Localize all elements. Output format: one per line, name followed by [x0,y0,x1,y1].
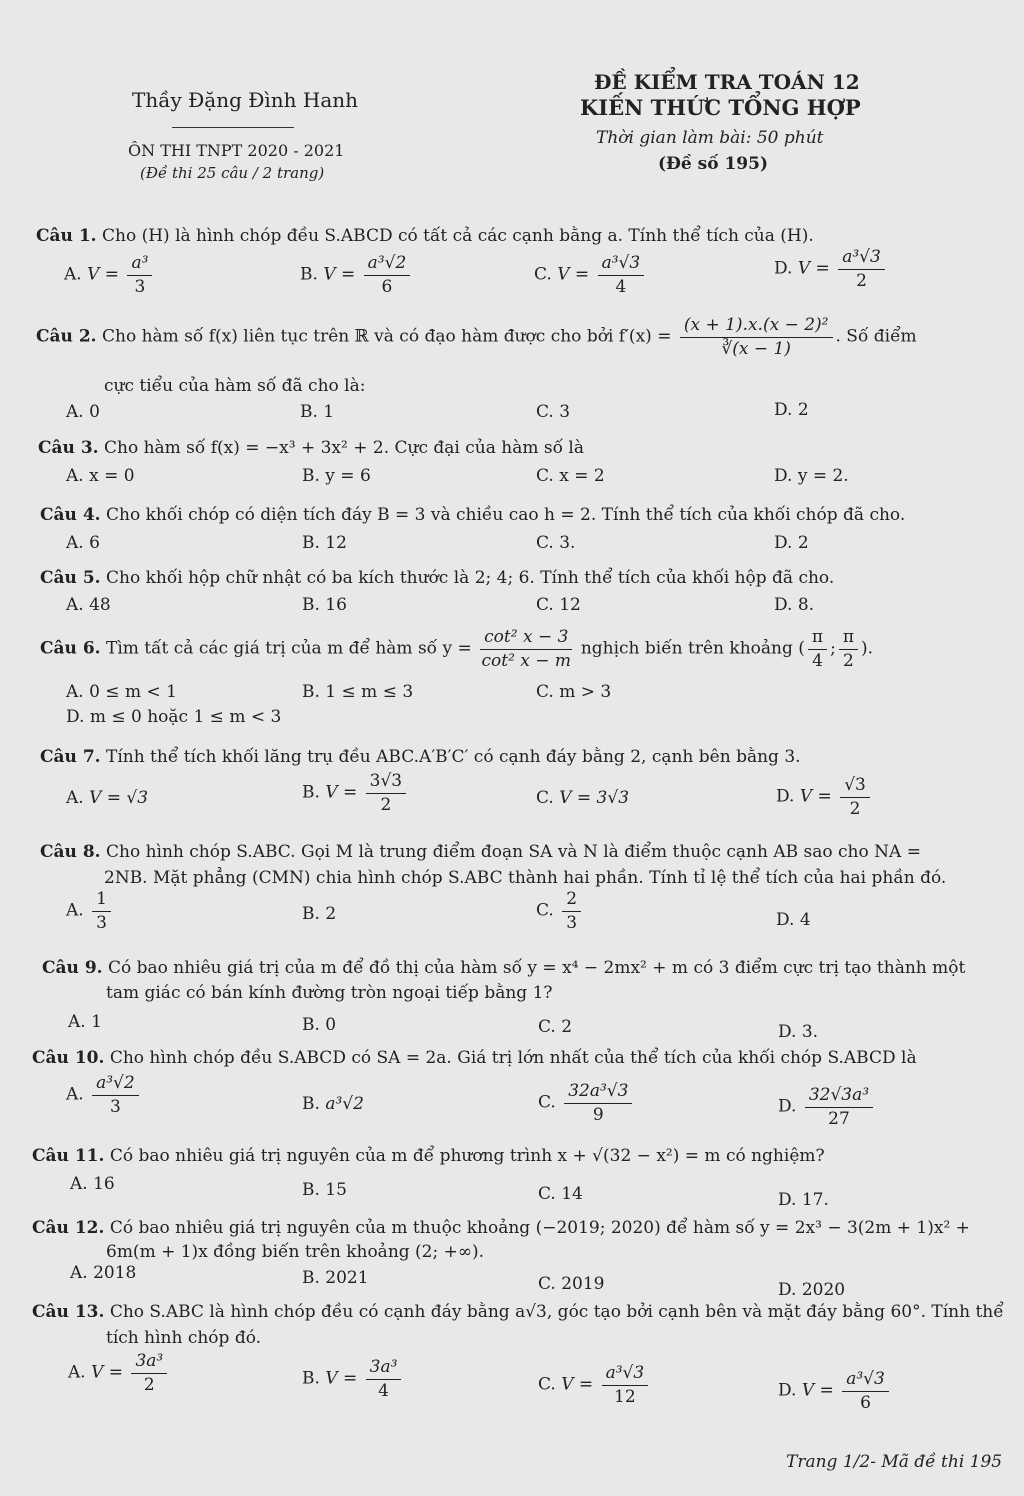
q10-option-b: B. a³√2 [302,1094,364,1114]
q2-option-c: C. 3 [536,402,571,422]
q12-option-d: D. 2020 [778,1280,846,1300]
question-9: Câu 9. Có bao nhiêu giá trị của m để đồ thị của hàm số y = x⁴ − 2mx² + m có 3 điểm cực trị tạo thành một [42,958,966,978]
question-4: Câu 4. Cho khối chóp có diện tích đáy B = 3 và chiều cao h = 2. Tính thể tích của khối chóp đã cho. [40,505,906,525]
q1-option-d: D. V = $\frac{\text{a³√3}}{2}$ [774,248,888,290]
q3-option-b: B. y = 6 [302,466,371,486]
q1-option-b: B. V = $\frac{\text{a³√2}}{6}$ [300,254,413,296]
q9-option-d: D. 3. [778,1022,819,1042]
q3-option-a: A. x = 0 [66,466,135,486]
q8-option-a: A. $\frac{1}{3}$ [66,890,114,932]
exam-number: (Đề số 195) [658,154,768,174]
question-8: Câu 8. Cho hình chóp S.ABC. Gọi M là trung điểm đoạn SA và N là điểm thuộc cạnh AB sao cho NA = [40,842,921,862]
q8-option-c: C. $\frac{2}{3}$ [536,890,584,932]
q2-option-b: B. 1 [300,402,335,422]
q5-option-d: D. 8. [774,595,815,615]
question-2: Câu 2. Cho hàm số f(x) liên tục trên ℝ và có đạo hàm được cho bởi f′(x) = $\frac{\text{(x + 1).x.(x − 2)²}}{∛(x - 1)}$ . Số điểm [36,315,917,359]
q11-option-c: C. 14 [538,1184,583,1204]
q5-option-a: A. 48 [66,595,111,615]
q9-option-b: B. 0 [302,1015,337,1035]
question-3: Câu 3. Cho hàm số f(x) = −x³ + 3x² + 2. Cực đại của hàm số là [38,438,584,458]
q6-option-d: D. m ≤ 0 hoặc 1 ≤ m < 3 [66,707,282,727]
q7-option-b: B. V = $\frac{3√3}{2}$ [302,772,409,814]
q12-option-b: B. 2021 [302,1268,369,1288]
question-13-line-2: tích hình chóp đó. [106,1328,262,1348]
q7-option-d: D. V = $\frac{√3}{2}$ [776,776,873,818]
q10-option-a: A. $\frac{\text{a³√2}}{3}$ [66,1074,142,1116]
q6-option-b: B. 1 ≤ m ≤ 3 [302,682,414,702]
question-5: Câu 5. Cho khối hộp chữ nhật có ba kích thước là 2; 4; 6. Tính thể tích của khối hộp đã cho. [40,568,835,588]
q6-option-a: A. 0 ≤ m < 1 [66,682,177,702]
q13-option-b: B. V = $\frac{\text{3a³}}{4}$ [302,1358,404,1400]
q13-option-a: A. V = $\frac{\text{3a³}}{2}$ [68,1352,170,1394]
q12-option-a: A. 2018 [70,1263,137,1283]
exam-year: ÔN THI TNPT 2020 - 2021 [128,141,345,160]
question-2-line-2: cực tiểu của hàm số đã cho là: [104,376,366,396]
q13-option-c: C. V = $\frac{\text{a³√3}}{12}$ [538,1364,651,1406]
q5-option-b: B. 16 [302,595,347,615]
exam-note: (Đề thi 25 câu / 2 trang) [140,164,325,182]
q10-option-c: C. $\frac{\text{32a³√3}}{9}$ [538,1082,635,1124]
q2-option-d: D. 2 [774,400,809,420]
q11-option-a: A. 16 [70,1174,115,1194]
question-9-line-2: tam giác có bán kính đường tròn ngoại tiếp bằng 1? [106,983,553,1003]
question-6: Câu 6. Tìm tất cả các giá trị của m để hàm số y = $\frac{\text{cot² x − 3}}{\text{cot² x − m}}$ nghịch biến trên khoảng ( $\frac{\pi}{4}$ ; $\frac{\pi}{2}$ ). [40,627,874,671]
teacher-name: Thầy Đặng Đình Hanh [132,88,359,112]
q13-option-d: D. V = $\frac{\text{a³√3}}{6}$ [778,1370,892,1412]
q10-option-d: D. $\frac{\text{32√3a³}}{27}$ [778,1086,876,1128]
question-11: Câu 11. Có bao nhiêu giá trị nguyên của m để phương trình x + √(32 − x²) = m có nghiệm? [32,1146,825,1166]
exam-time: Thời gian làm bài: 50 phút [596,128,824,148]
page-footer: Trang 1/2- Mã đề thi 195 [786,1452,1003,1472]
q3-option-d: D. y = 2. [774,466,849,486]
q9-option-a: A. 1 [68,1012,102,1032]
q1-option-c: C. V = $\frac{\text{a³√3}}{4}$ [534,254,647,296]
question-1: Câu 1. Cho (H) là hình chóp đều S.ABCD có tất cả các cạnh bằng a. Tính thể tích của (H). [36,226,814,246]
header-divider [172,127,294,128]
q4-option-c: C. 3. [536,533,576,553]
q2-option-a: A. 0 [66,402,100,422]
q12-option-c: C. 2019 [538,1274,605,1294]
q4-option-b: B. 12 [302,533,347,553]
exam-subtitle: KIẾN THỨC TỔNG HỢP [580,95,861,120]
q11-option-d: D. 17. [778,1190,829,1210]
q6-option-c: C. m > 3 [536,682,612,702]
question-10: Câu 10. Cho hình chóp đều S.ABCD có SA = 2a. Giá trị lớn nhất của thể tích của khối chóp S.ABCD là [32,1048,917,1068]
question-13: Câu 13. Cho S.ABC là hình chóp đều có cạnh đáy bằng a√3, góc tạo bởi cạnh bên và mặt đáy bằng 60°. Tính thể [32,1302,1004,1322]
q3-option-c: C. x = 2 [536,466,605,486]
q8-option-b: B. 2 [302,904,337,924]
question-7: Câu 7. Tính thể tích khối lăng trụ đều ABC.A′B′C′ có cạnh đáy bằng 2, cạnh bên bằng 3. [40,747,801,767]
q4-option-d: D. 2 [774,533,809,553]
q4-option-a: A. 6 [66,533,100,553]
q7-option-c: C. V = 3√3 [536,788,630,808]
question-8-line-2: 2NB. Mặt phẳng (CMN) chia hình chóp S.ABC thành hai phần. Tính tỉ lệ thể tích của hai phần đó. [104,868,947,888]
q11-option-b: B. 15 [302,1180,347,1200]
q1-option-a: A. V = $\frac{\text{a³}}{3}$ [64,254,155,296]
q5-option-c: C. 12 [536,595,581,615]
question-12-line-2: 6m(m + 1)x đồng biến trên khoảng (2; +∞). [106,1242,485,1262]
q7-option-a: A. V = √3 [66,788,149,808]
q8-option-d: D. 4 [776,910,811,930]
q9-option-c: C. 2 [538,1017,573,1037]
question-12: Câu 12. Có bao nhiêu giá trị nguyên của m thuộc khoảng (−2019; 2020) để hàm số y = 2x³ − 3(2m + 1)x² + [32,1218,970,1238]
exam-title: ĐỀ KIỂM TRA TOÁN 12 [594,70,860,94]
